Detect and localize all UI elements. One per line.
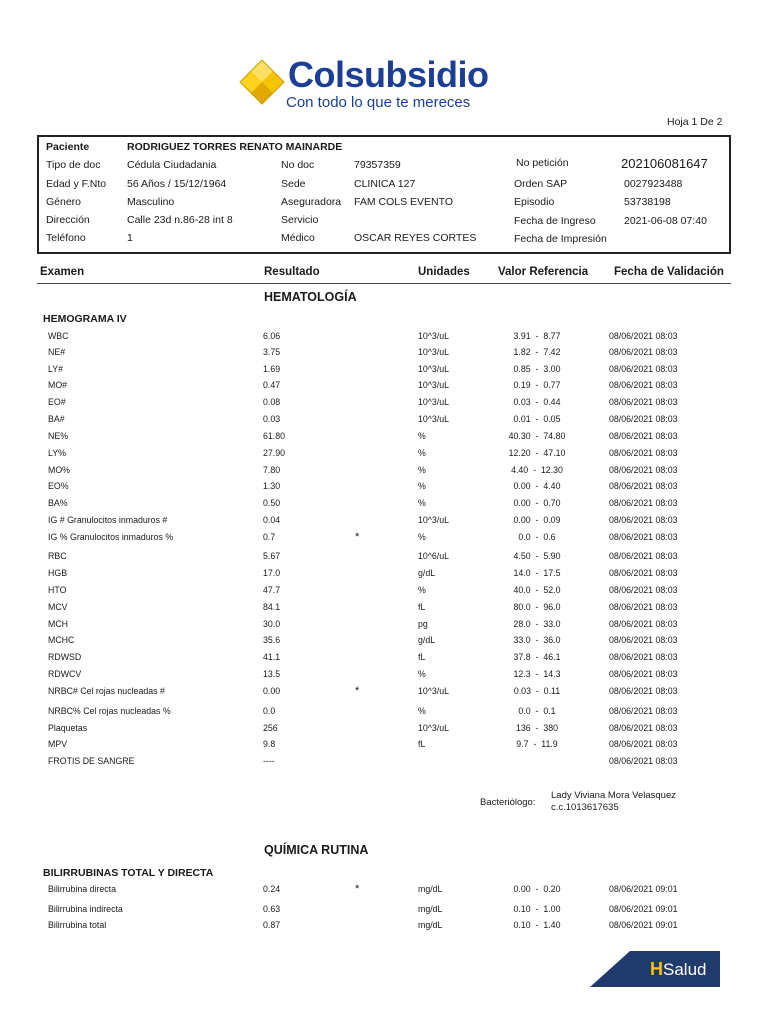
brand-name: Colsubsidio — [288, 54, 489, 95]
col-examen: Examen — [40, 266, 85, 278]
result-value: 13.5 — [263, 669, 281, 679]
result-value: 256 — [263, 723, 278, 733]
unit-value: 10^3/uL — [418, 347, 450, 357]
unit-value: g/dL — [418, 635, 436, 645]
bacteriologo-id: c.c.1013617635 — [551, 802, 619, 813]
validation-date: 08/06/2021 08:03 — [609, 686, 678, 696]
table-row — [0, 686, 768, 702]
unit-value: mg/dL — [418, 884, 443, 894]
result-value: 27.90 — [263, 448, 286, 458]
reference-range: 0.0 - 0.6 — [518, 532, 556, 542]
result-value: 6.06 — [263, 331, 281, 341]
validation-date: 08/06/2021 08:03 — [609, 364, 678, 374]
col-fecha: Fecha de Validación — [614, 266, 724, 278]
edad-value: 56 Años / 15/12/1964 — [127, 178, 227, 190]
unit-value: % — [418, 498, 426, 508]
reference-range: 0.0 - 0.1 — [518, 706, 556, 716]
impresion-label: Fecha de Impresión — [514, 233, 607, 245]
direccion-value: Calle 23d n.86-28 int 8 — [127, 214, 233, 226]
result-value: 3.75 — [263, 347, 281, 357]
reference-range: 1.82 - 7.42 — [513, 347, 561, 357]
sede-value: CLINICA 127 — [354, 178, 416, 190]
unit-value: fL — [418, 602, 426, 612]
header-divider — [37, 283, 731, 284]
validation-date: 08/06/2021 08:03 — [609, 551, 678, 561]
result-value: 61.80 — [263, 431, 286, 441]
result-value: 17.0 — [263, 568, 281, 578]
validation-date: 08/06/2021 09:01 — [609, 884, 678, 894]
bacteriologo-label: Bacteriólogo: — [480, 797, 536, 808]
medico-label: Médico — [281, 232, 315, 244]
reference-range: 80.0 - 96.0 — [513, 602, 561, 612]
reference-range: 4.40 - 12.30 — [511, 465, 563, 475]
validation-date: 08/06/2021 08:03 — [609, 739, 678, 749]
result-value: 0.7 — [263, 532, 276, 542]
genero-label: Género — [46, 196, 82, 208]
no-doc-value: 79357359 — [354, 159, 401, 171]
validation-date: 08/06/2021 08:03 — [609, 635, 678, 645]
validation-date: 08/06/2021 08:03 — [609, 397, 678, 407]
validation-date: 08/06/2021 09:01 — [609, 920, 678, 930]
result-value: 0.03 — [263, 414, 281, 424]
table-row — [0, 920, 768, 936]
reference-range: 3.91 - 8.77 — [513, 331, 561, 341]
hematologia-title: HEMATOLOGÍA — [264, 290, 357, 304]
validation-date: 08/06/2021 08:03 — [609, 347, 678, 357]
exam-name: NE# — [48, 347, 66, 357]
ingreso-value: 2021-06-08 07:40 — [624, 215, 707, 227]
validation-date: 08/06/2021 08:03 — [609, 568, 678, 578]
telefono-label: Teléfono — [46, 232, 86, 244]
reference-range: 14.0 - 17.5 — [513, 568, 561, 578]
bilirrubinas-group: BILIRRUBINAS TOTAL Y DIRECTA — [43, 867, 214, 879]
reference-range: 9.7 - 11.9 — [516, 739, 558, 749]
unit-value: mg/dL — [418, 920, 443, 930]
direccion-label: Dirección — [46, 214, 90, 226]
table-row — [0, 465, 768, 481]
reference-range: 0.00 - 4.40 — [513, 481, 561, 491]
table-row — [0, 551, 768, 567]
result-value: ---- — [263, 756, 275, 766]
validation-date: 08/06/2021 08:03 — [609, 431, 678, 441]
no-peticion-value: 202106081647 — [621, 156, 708, 171]
result-value: 0.08 — [263, 397, 281, 407]
unit-value: % — [418, 706, 426, 716]
table-row — [0, 706, 768, 722]
exam-name: MO# — [48, 380, 68, 390]
result-value: 0.50 — [263, 498, 281, 508]
unit-value: 10^3/uL — [418, 723, 450, 733]
colsubsidio-emblem-icon — [238, 58, 286, 106]
table-row — [0, 397, 768, 413]
exam-name: LY% — [48, 448, 66, 458]
exam-name: RDWCV — [48, 669, 82, 679]
orden-value: 0027923488 — [624, 178, 683, 190]
reference-range: 0.03 - 0.11 — [513, 686, 561, 696]
result-value: 9.8 — [263, 739, 276, 749]
validation-date: 08/06/2021 08:03 — [609, 532, 678, 542]
table-row — [0, 585, 768, 601]
aseguradora-value: FAM COLS EVENTO — [354, 196, 453, 208]
reference-range: 33.0 - 36.0 — [513, 635, 561, 645]
unit-value: 10^3/uL — [418, 364, 450, 374]
table-row — [0, 532, 768, 548]
quimica-title: QUÍMICA RUTINA — [264, 843, 369, 857]
exam-name: BA# — [48, 414, 65, 424]
col-referencia: Valor Referencia — [498, 266, 589, 278]
result-value: 0.47 — [263, 380, 281, 390]
result-value: 0.00 — [263, 686, 281, 696]
unit-value: % — [418, 431, 426, 441]
hemograma-group: HEMOGRAMA IV — [43, 313, 127, 325]
col-unidades: Unidades — [418, 266, 470, 278]
abnormal-flag: * — [355, 531, 360, 543]
medico-value: OSCAR REYES CORTES — [354, 232, 477, 244]
validation-date: 08/06/2021 08:03 — [609, 706, 678, 716]
result-value: 41.1 — [263, 652, 281, 662]
brand-tagline: Con todo lo que te mereces — [286, 94, 471, 111]
unit-value: 10^3/uL — [418, 515, 450, 525]
telefono-value: 1 — [127, 232, 133, 244]
exam-name: EO% — [48, 481, 69, 491]
table-row — [0, 364, 768, 380]
unit-value: 10^3/uL — [418, 414, 450, 424]
table-row — [0, 481, 768, 497]
unit-value: 10^6/uL — [418, 551, 450, 561]
unit-value: fL — [418, 739, 426, 749]
exam-name: FROTIS DE SANGRE — [48, 756, 135, 766]
ingreso-label: Fecha de Ingreso — [514, 215, 596, 227]
validation-date: 08/06/2021 09:01 — [609, 904, 678, 914]
table-row — [0, 414, 768, 430]
exam-name: NRBC% Cel rojas nucleadas % — [48, 706, 171, 716]
result-value: 0.87 — [263, 920, 281, 930]
genero-value: Masculino — [127, 196, 175, 208]
validation-date: 08/06/2021 08:03 — [609, 498, 678, 508]
validation-date: 08/06/2021 08:03 — [609, 723, 678, 733]
exam-name: RDWSD — [48, 652, 82, 662]
unit-value: 10^3/uL — [418, 380, 450, 390]
table-row — [0, 669, 768, 685]
validation-date: 08/06/2021 08:03 — [609, 380, 678, 390]
reference-range: 4.50 - 5.90 — [513, 551, 561, 561]
result-value: 35.6 — [263, 635, 281, 645]
exam-name: MO% — [48, 465, 70, 475]
table-row — [0, 347, 768, 363]
result-value: 0.0 — [263, 706, 276, 716]
orden-label: Orden SAP — [514, 178, 568, 190]
table-row — [0, 331, 768, 347]
table-row — [0, 884, 768, 900]
result-value: 0.63 — [263, 904, 281, 914]
exam-name: RBC — [48, 551, 67, 561]
result-value: 0.24 — [263, 884, 281, 894]
unit-value: fL — [418, 652, 426, 662]
unit-value: mg/dL — [418, 904, 443, 914]
validation-date: 08/06/2021 08:03 — [609, 619, 678, 629]
colsubsidio-logo — [238, 56, 508, 116]
hsalud-logo — [590, 949, 720, 989]
reference-range: 0.19 - 0.77 — [513, 380, 561, 390]
table-row — [0, 756, 768, 772]
exam-name: IG % Granulocitos inmaduros % — [48, 532, 174, 542]
table-row — [0, 498, 768, 514]
table-row — [0, 619, 768, 635]
episodio-value: 53738198 — [624, 196, 671, 208]
reference-range: 0.00 - 0.09 — [513, 515, 561, 525]
result-value: 7.80 — [263, 465, 281, 475]
exam-name: EO# — [48, 397, 66, 407]
unit-value: % — [418, 532, 426, 542]
reference-range: 12.3 - 14.3 — [513, 669, 561, 679]
result-value: 0.04 — [263, 515, 281, 525]
table-row — [0, 515, 768, 531]
validation-date: 08/06/2021 08:03 — [609, 414, 678, 424]
result-value: 30.0 — [263, 619, 281, 629]
exam-name: Plaquetas — [48, 723, 88, 733]
table-row — [0, 739, 768, 755]
result-value: 1.30 — [263, 481, 281, 491]
unit-value: 10^3/uL — [418, 331, 450, 341]
reference-range: 40.30 - 74.80 — [508, 431, 566, 441]
reference-range: 0.10 - 1.40 — [513, 920, 561, 930]
edad-label: Edad y F.Nto — [46, 178, 107, 190]
table-row — [0, 652, 768, 668]
exam-name: IG # Granulocitos inmaduros # — [48, 515, 168, 525]
reference-range: 0.85 - 3.00 — [513, 364, 561, 374]
reference-range: 0.00 - 0.20 — [513, 884, 561, 894]
reference-range: 0.01 - 0.05 — [513, 414, 561, 424]
reference-range: 0.00 - 0.70 — [513, 498, 561, 508]
result-value: 1.69 — [263, 364, 281, 374]
validation-date: 08/06/2021 08:03 — [609, 515, 678, 525]
validation-date: 08/06/2021 08:03 — [609, 481, 678, 491]
validation-date: 08/06/2021 08:03 — [609, 669, 678, 679]
unit-value: % — [418, 448, 426, 458]
unit-value: % — [418, 465, 426, 475]
table-row — [0, 723, 768, 739]
unit-value: % — [418, 481, 426, 491]
validation-date: 08/06/2021 08:03 — [609, 585, 678, 595]
unit-value: % — [418, 585, 426, 595]
exam-name: MCHC — [48, 635, 75, 645]
result-value: 5.67 — [263, 551, 281, 561]
exam-name: NRBC# Cel rojas nucleadas # — [48, 686, 165, 696]
no-peticion-label: No petición — [516, 157, 569, 169]
validation-date: 08/06/2021 08:03 — [609, 652, 678, 662]
unit-value: 10^3/uL — [418, 397, 450, 407]
sede-label: Sede — [281, 178, 306, 190]
exam-name: MCH — [48, 619, 69, 629]
unit-value: 10^3/uL — [418, 686, 450, 696]
reference-range: 28.0 - 33.0 — [513, 619, 561, 629]
unit-value: pg — [418, 619, 428, 629]
result-value: 84.1 — [263, 602, 281, 612]
exam-name: MCV — [48, 602, 68, 612]
table-row — [0, 431, 768, 447]
table-row — [0, 904, 768, 920]
table-row — [0, 602, 768, 618]
col-resultado: Resultado — [264, 266, 320, 278]
reference-range: 0.10 - 1.00 — [513, 904, 561, 914]
result-value: 47.7 — [263, 585, 281, 595]
validation-date: 08/06/2021 08:03 — [609, 465, 678, 475]
unit-value: % — [418, 669, 426, 679]
table-row — [0, 635, 768, 651]
reference-range: 40.0 - 52.0 — [513, 585, 561, 595]
tipo-doc-label: Tipo de doc — [46, 159, 101, 171]
exam-name: NE% — [48, 431, 69, 441]
table-row — [0, 568, 768, 584]
reference-range: 136 - 380 — [515, 723, 559, 733]
validation-date: 08/06/2021 08:03 — [609, 602, 678, 612]
page-indicator: Hoja 1 De 2 — [667, 116, 723, 128]
validation-date: 08/06/2021 08:03 — [609, 331, 678, 341]
reference-range: 12.20 - 47.10 — [508, 448, 566, 458]
table-row — [0, 380, 768, 396]
episodio-label: Episodio — [514, 196, 555, 208]
servicio-label: Servicio — [281, 214, 319, 226]
table-row — [0, 448, 768, 464]
exam-name: Bilirrubina total — [48, 920, 107, 930]
exam-name: MPV — [48, 739, 68, 749]
aseguradora-label: Aseguradora — [281, 196, 342, 208]
no-doc-label: No doc — [281, 159, 315, 171]
unit-value: g/dL — [418, 568, 436, 578]
hsalud-h-icon: H — [650, 959, 663, 979]
exam-name: WBC — [48, 331, 69, 341]
exam-name: LY# — [48, 364, 63, 374]
reference-range: 0.03 - 0.44 — [513, 397, 561, 407]
paciente-value: RODRIGUEZ TORRES RENATO MAINARDE — [127, 141, 343, 153]
paciente-label: Paciente — [46, 141, 90, 153]
exam-name: Bilirrubina directa — [48, 884, 116, 894]
exam-name: BA% — [48, 498, 68, 508]
exam-name: HTO — [48, 585, 67, 595]
validation-date: 08/06/2021 08:03 — [609, 756, 678, 766]
abnormal-flag: * — [355, 685, 360, 697]
bacteriologo-name: Lady Viviana Mora Velasquez — [551, 790, 676, 801]
exam-name: HGB — [48, 568, 68, 578]
abnormal-flag: * — [355, 883, 360, 895]
hsalud-text: Salud — [663, 960, 707, 979]
exam-name: Bilirrubina indirecta — [48, 904, 123, 914]
reference-range: 37.8 - 46.1 — [513, 652, 561, 662]
tipo-doc-value: Cédula Ciudadania — [127, 159, 217, 171]
validation-date: 08/06/2021 08:03 — [609, 448, 678, 458]
